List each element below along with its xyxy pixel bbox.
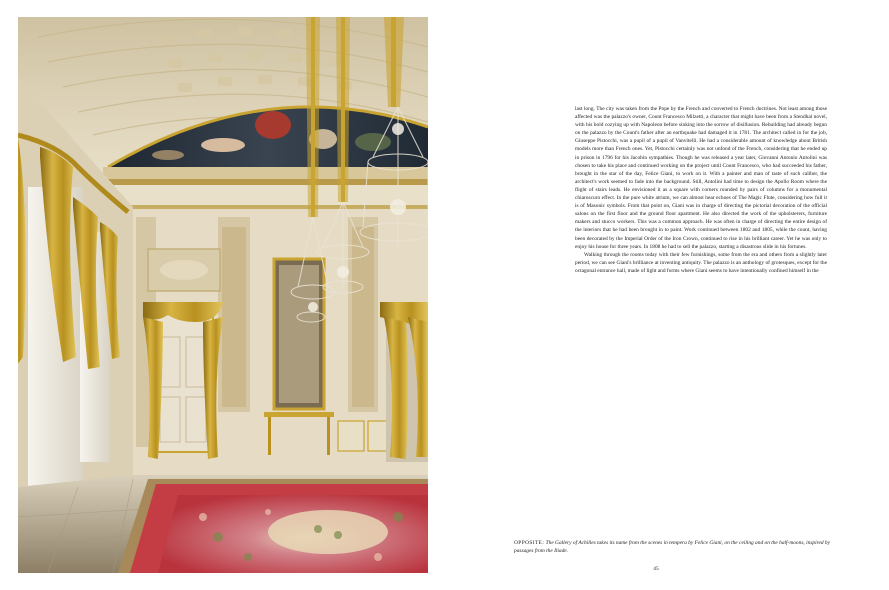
- caption-text: The Gallery of Achilles takes its name from the scenes in tempera by Felice Giani, on the ceiling and on the half-moons, inspired by passages from the Iliade.: [514, 540, 831, 555]
- photo-caption: [514, 539, 834, 556]
- body-paragraph-2: Walking through the rooms today with their few furnishings, some from the era and others from a slightly later period, we can see Giani's brilliance at inventing antiquity. The palazzo is an anthology of grotesques, except for the octagonal entrance hall, made of light and forms where Giani seems to have intentionally confined himself in the: [575, 251, 827, 274]
- body-paragraph-1: last long. The city was taken from the Pope by the French and converted to French doctrines. Not least among those affected was the palazzo's owner, Count Francesco Milzetti, a character that might have been from a Stendhal novel, with his bold cozying up with Napoleon before sinking into the sorrow of disillusion. Rebuilding had already begun on the palazzo by the Count's father after an earthquake had damaged it in 1781. The architect called in for the job, Giuseppe Pistocchi, was a pupil of a pupil of Vanvitelli. He had a considerable amount of knowledge about British models more than French ones. Yet, Pistocchi certainly was not unfond of the French, considering that he ended up in prison in 1796 for his Jacobin sympathies. Though he was released a year later, Giovanni Antonio Antolini was chosen to take his place and continued working on the project until Count Francesco, who had succeeded his father, brought in the star of the day, Felice Giani, to work on it. With a painter and man of taste of such caliber, the architect's work seemed to fade into the background. Still, Antolini had time to design the Apollo Room where the flight of stairs leads. He envisioned it as a square with corners rounded by pairs of columns for a monumental chiaroscuro effect. In the pure white atrium, we can almost hear echoes of The Magic Flute, considering how full it is of Masonic symbols. From that point on, Giani was in charge of directing the pictorial decoration of the official salons on the first floor and the ground floor apartment. He also directed the work of the upholsterers, furniture makers and stucco workers. This was a common approach. He was often in charge of directing the entire design of the interiors that he had been brought in to paint. Work continued between 1802 and 1805, while the count, having been decorated by the Imperial Order of the Iron Crown, continued to rise in his brilliant career. Yet he was only to enjoy his house for three years. In 1808 he had to sell the palazzo, starting a disastrous slide in his fortunes.: [575, 106, 827, 250]
- caption-label: OPPOSITE:: [514, 540, 545, 546]
- gallery-photograph: [18, 17, 428, 573]
- body-text-column: [575, 105, 827, 275]
- gallery-interior-illustration: [18, 17, 428, 573]
- page-number: 45: [653, 566, 659, 572]
